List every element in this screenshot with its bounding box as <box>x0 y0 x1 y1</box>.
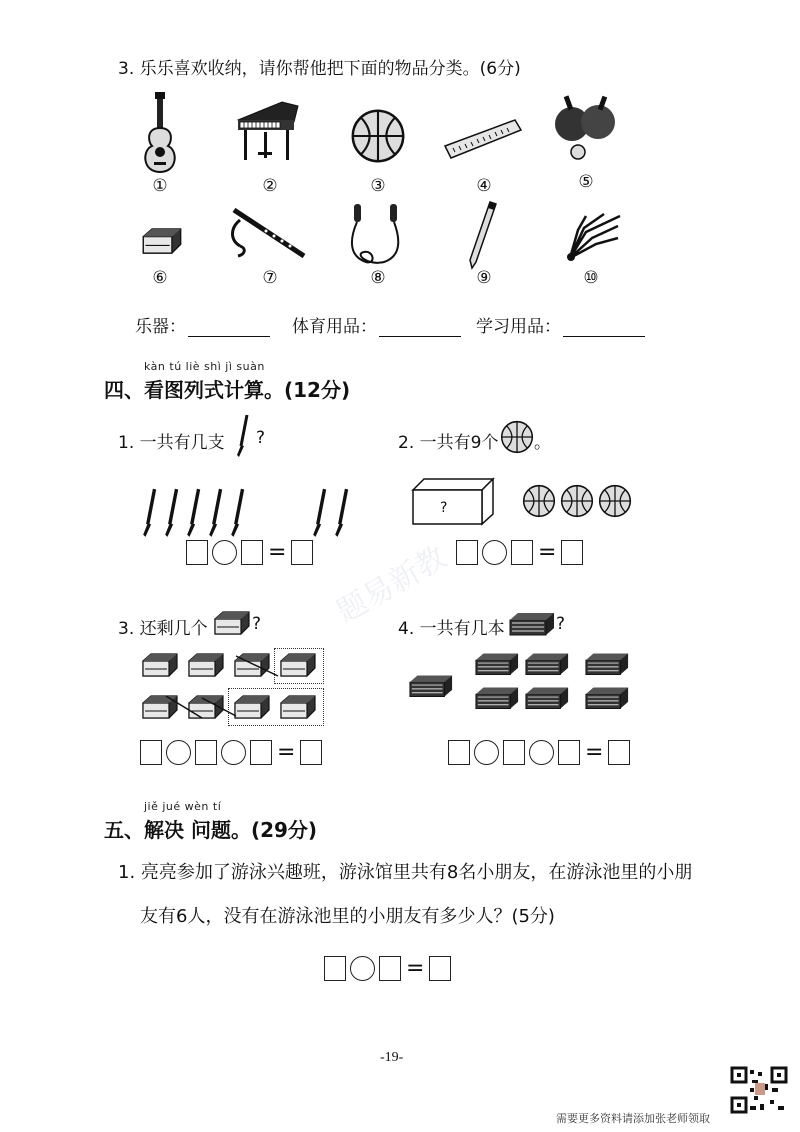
ball-icon <box>522 484 556 518</box>
s4-p2-equation <box>456 540 583 565</box>
s4-p3-text: 3. 还剩几个 <box>118 619 208 639</box>
item-num-4: ④ <box>476 176 492 196</box>
ping-pong-paddles-icon <box>552 94 622 164</box>
s4-p3-equation <box>140 740 322 765</box>
piano-icon <box>234 98 300 164</box>
answer-box[interactable] <box>195 740 217 765</box>
dotted-frame <box>228 688 324 726</box>
flute-icon <box>226 206 308 262</box>
category-study <box>476 312 645 337</box>
answer-box[interactable] <box>140 740 162 765</box>
answer-box[interactable] <box>291 540 313 565</box>
book-icon <box>524 650 570 678</box>
section5-title: 五、解决 问题。(29分) <box>104 818 318 842</box>
brush-icon <box>236 414 250 458</box>
dotted-frame <box>274 648 324 684</box>
ball-group <box>522 484 632 518</box>
s4-p1-qmark: ? <box>256 428 266 448</box>
operator-circle[interactable] <box>221 740 246 765</box>
s4-p4-equation <box>448 740 630 765</box>
s5-p1-equation <box>324 956 451 981</box>
s5-p1-line2: 友有6人，没有在游泳池里的小朋友有多少人？(5分) <box>140 906 555 927</box>
answer-box[interactable] <box>608 740 630 765</box>
answer-box[interactable] <box>558 740 580 765</box>
box-question-mark: ? <box>440 500 448 516</box>
s4-p2-end: 。 <box>534 433 551 453</box>
s4-p3-qmark: ? <box>252 614 262 634</box>
s4-p1-equation <box>186 540 313 565</box>
answer-box[interactable] <box>456 540 478 565</box>
answer-blank-study[interactable] <box>563 318 645 337</box>
equals-sign: = <box>585 739 604 765</box>
answer-box[interactable] <box>186 540 208 565</box>
operator-circle[interactable] <box>350 956 375 981</box>
guitar-icon <box>138 92 182 174</box>
brush-icon <box>334 488 350 538</box>
answer-box[interactable] <box>379 956 401 981</box>
brush-icon <box>312 488 328 538</box>
brush-icon <box>230 488 246 538</box>
ball-icon <box>560 484 594 518</box>
s5-p1-line1: 1. 亮亮参加了游泳兴趣班，游泳馆里共有8名小朋友，在游泳池里的小朋 <box>118 862 693 883</box>
basketball-icon <box>350 108 406 164</box>
item-num-8: ⑧ <box>370 268 386 288</box>
section4-pinyin: kàn tú liè shì jì suàn <box>144 360 265 373</box>
category-sports-label: 体育用品： <box>292 317 377 337</box>
answer-box[interactable] <box>250 740 272 765</box>
answer-box[interactable] <box>448 740 470 765</box>
s4-p4-qmark: ? <box>556 614 566 634</box>
item-num-6: ⑥ <box>152 268 168 288</box>
answer-box[interactable] <box>429 956 451 981</box>
category-instruments-label: 乐器： <box>135 317 186 337</box>
answer-box[interactable] <box>561 540 583 565</box>
section5-pinyin: jiě jué wèn tí <box>144 800 222 813</box>
s4-p2-text: 2. 一共有9个 <box>398 433 499 453</box>
brush-group-right <box>312 488 350 538</box>
answer-blank-instruments[interactable] <box>188 318 270 337</box>
item-num-9: ⑨ <box>476 268 492 288</box>
s4-p1-question <box>118 428 225 453</box>
operator-circle[interactable] <box>529 740 554 765</box>
shuttlecock-icon <box>564 212 622 262</box>
item-num-5: ⑤ <box>578 172 594 192</box>
s4-p4-text: 4. 一共有几本 <box>398 619 505 639</box>
answer-box[interactable] <box>511 540 533 565</box>
book-icon <box>508 610 556 638</box>
eraser-icon <box>212 610 252 636</box>
box-icon <box>410 476 496 526</box>
category-study-label: 学习用品： <box>476 317 561 337</box>
operator-circle[interactable] <box>474 740 499 765</box>
ruler-icon <box>443 116 523 162</box>
book-icon <box>584 684 630 712</box>
s4-p1-text: 1. 一共有几支 <box>118 433 225 453</box>
brush-icon <box>186 488 202 538</box>
q3-title: 3. 乐乐喜欢收纳，请你帮他把下面的物品分类。(6分) <box>118 59 521 79</box>
book-icon <box>584 650 630 678</box>
answer-box[interactable] <box>324 956 346 981</box>
answer-box[interactable] <box>241 540 263 565</box>
ball-icon <box>500 420 534 454</box>
brush-icon <box>208 488 224 538</box>
eraser-icon <box>140 224 184 258</box>
operator-circle[interactable] <box>482 540 507 565</box>
qr-code-icon <box>730 1066 788 1114</box>
watermark: 题易新教 <box>331 539 453 631</box>
item-num-7: ⑦ <box>262 268 278 288</box>
book-icon <box>474 650 520 678</box>
ball-icon <box>598 484 632 518</box>
answer-blank-sports[interactable] <box>379 318 461 337</box>
brush-icon <box>142 488 158 538</box>
item-num-2: ② <box>262 176 278 196</box>
category-sports <box>292 312 461 337</box>
brush-group-left <box>142 488 246 538</box>
equals-sign: = <box>538 539 557 565</box>
equals-sign: = <box>406 955 425 981</box>
answer-box[interactable] <box>300 740 322 765</box>
operator-circle[interactable] <box>166 740 191 765</box>
equals-sign: = <box>277 739 296 765</box>
pencil-icon <box>464 200 500 270</box>
equals-sign: = <box>268 539 287 565</box>
item-num-10: ⑩ <box>583 268 599 288</box>
page-number: -19- <box>380 1050 404 1065</box>
brush-icon <box>164 488 180 538</box>
book-icon <box>524 684 570 712</box>
operator-circle[interactable] <box>212 540 237 565</box>
section4-title: 四、看图列式计算。(12分) <box>104 378 351 402</box>
book-icon <box>474 684 520 712</box>
answer-box[interactable] <box>503 740 525 765</box>
footer-note: 需要更多资料请添加张老师领取 <box>556 1112 710 1125</box>
book-icon <box>408 672 454 700</box>
category-instruments <box>135 312 270 337</box>
jump-rope-icon <box>344 202 408 268</box>
item-num-1: ① <box>152 176 168 196</box>
item-num-3: ③ <box>370 176 386 196</box>
